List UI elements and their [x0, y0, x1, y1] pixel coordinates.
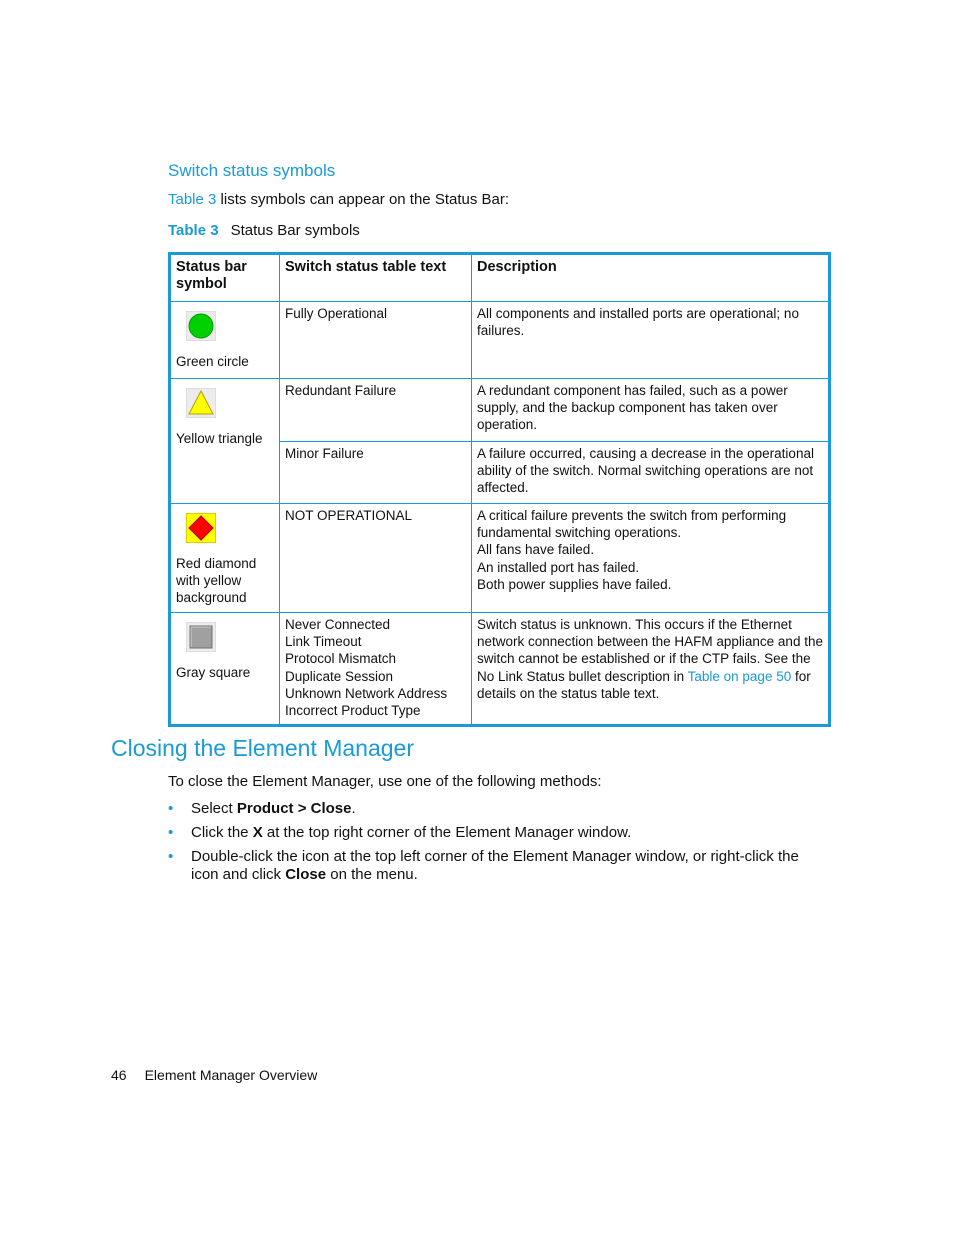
- symbol-label: Red diamond with yellow background: [176, 556, 257, 606]
- status-cell: Minor Failure: [280, 442, 472, 504]
- status-line: Protocol Mismatch: [285, 651, 397, 667]
- yellow-triangle-icon: [186, 388, 216, 418]
- description-text: Switch status is unknown. This occurs if the Ethernet network connection between the HAFM appliance and the switch cannot be established or if the CTP fails. See the No Link Status bullet description in: [477, 617, 823, 684]
- list-item: [168, 848, 818, 884]
- bullet-text: on the menu.: [326, 866, 418, 883]
- intro-text: lists symbols can appear on the Status Bar:: [216, 191, 510, 208]
- status-line: Link Timeout: [285, 634, 362, 650]
- symbol-cell: [170, 379, 280, 504]
- closing-intro: To close the Element Manager, use one of the following methods:: [168, 773, 602, 790]
- description-text: for details on the status table text.: [477, 668, 811, 701]
- bullet-text: Double-click the icon at the top left corner of the Element Manager window, or right-click the icon and click: [191, 848, 799, 883]
- table-row: [170, 613, 830, 726]
- bullet-text: Select: [191, 800, 237, 817]
- list-item: [168, 800, 818, 818]
- bullet-text: Click the: [191, 824, 253, 841]
- close-x-label: X: [252, 824, 263, 841]
- description-cell: A failure occurred, causing a decrease in the operational ability of the switch. Normal switching operations are not affected.: [472, 442, 830, 504]
- page-footer: [111, 1067, 317, 1083]
- intro-paragraph: [168, 191, 509, 208]
- menu-path: Product > Close: [236, 800, 352, 817]
- bullet-text: at the top right corner of the Element Manager window.: [262, 824, 632, 841]
- status-line: Unknown Network Address: [285, 685, 448, 701]
- status-line: Never Connected: [285, 617, 391, 632]
- list-item: [168, 824, 818, 842]
- status-bar-table: [168, 252, 831, 727]
- description-cell: All components and installed ports are operational; no failures.: [472, 302, 830, 379]
- status-cell: Fully Operational: [280, 302, 472, 379]
- header-symbol: Status bar symbol: [170, 254, 280, 302]
- description-line: A critical failure prevents the switch from performing fundamental switching operations.: [477, 508, 787, 541]
- page-number: 46: [111, 1067, 127, 1083]
- table-caption: [168, 222, 360, 239]
- description-cell: [472, 504, 830, 613]
- table-row: [170, 379, 830, 442]
- green-circle-icon: [186, 311, 216, 341]
- bullet-icon: •: [168, 800, 174, 817]
- table-caption-label: Table 3: [168, 222, 219, 239]
- symbol-cell: [170, 504, 280, 613]
- description-cell: [472, 613, 830, 726]
- description-line: An installed port has failed.: [477, 559, 640, 575]
- header-status-text: Switch status table text: [280, 254, 472, 302]
- symbol-cell: [170, 613, 280, 726]
- page-reference-link[interactable]: Table on page 50: [687, 668, 792, 684]
- bullet-icon: •: [168, 824, 174, 841]
- symbol-label: Gray square: [176, 665, 251, 680]
- table-header-row: [170, 254, 830, 302]
- symbol-label: Green circle: [176, 354, 249, 369]
- status-cell: [280, 613, 472, 726]
- closing-methods-list: [168, 800, 818, 890]
- gray-square-icon: [186, 622, 216, 652]
- description-cell: A redundant component has failed, such as a power supply, and the backup component has taken over operation.: [472, 379, 830, 442]
- description-line: All fans have failed.: [477, 542, 595, 558]
- section-heading: Switch status symbols: [168, 161, 336, 180]
- status-line: Duplicate Session: [285, 668, 394, 684]
- table-row: [170, 302, 830, 379]
- bullet-text: .: [351, 800, 356, 817]
- status-cell: NOT OPERATIONAL: [280, 504, 472, 613]
- status-cell: Redundant Failure: [280, 379, 472, 442]
- close-menu-label: Close: [285, 866, 327, 883]
- table-caption-title: Status Bar symbols: [230, 222, 360, 239]
- red-diamond-icon: [186, 513, 216, 543]
- closing-heading: Closing the Element Manager: [111, 735, 414, 761]
- status-line: Incorrect Product Type: [285, 703, 421, 719]
- header-description: Description: [472, 254, 830, 302]
- bullet-icon: •: [168, 848, 174, 865]
- description-line: Both power supplies have failed.: [477, 576, 672, 592]
- symbol-cell: [170, 302, 280, 379]
- table-row: [170, 504, 830, 613]
- table-link[interactable]: Table 3: [168, 191, 217, 208]
- footer-title: Element Manager Overview: [144, 1067, 318, 1083]
- symbol-label: Yellow triangle: [176, 431, 263, 446]
